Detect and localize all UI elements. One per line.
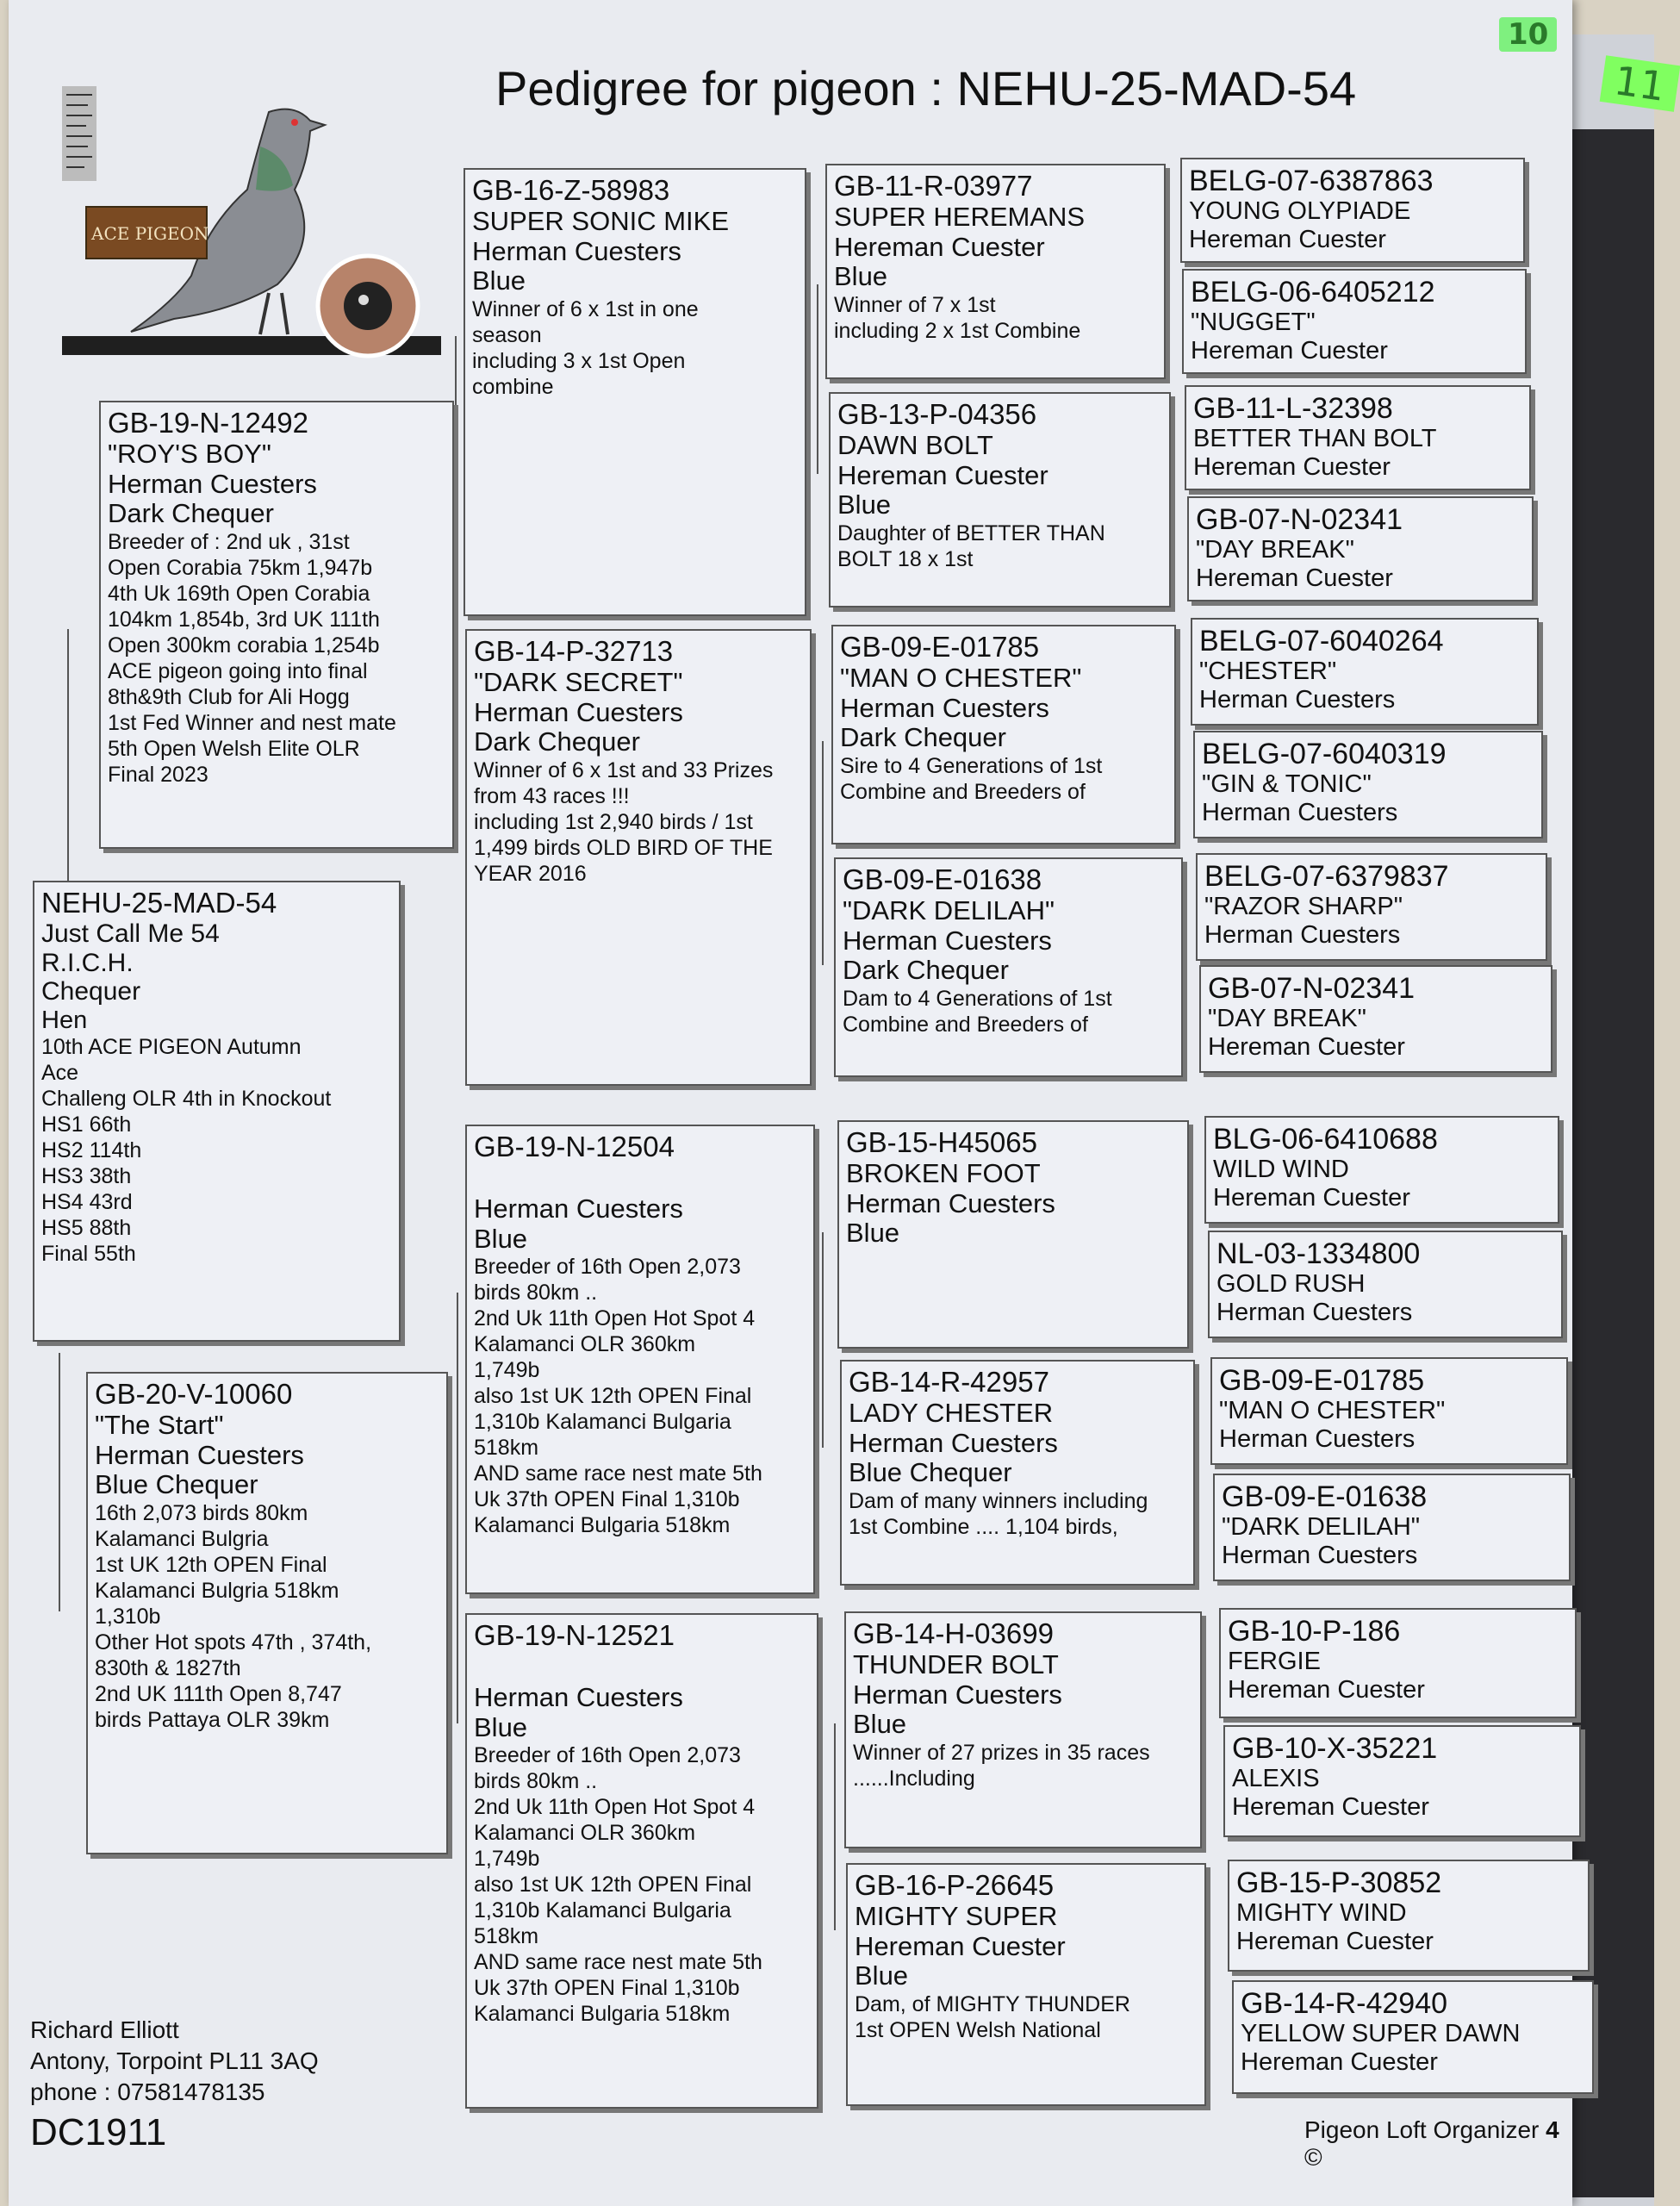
bird-name: "The Start" — [95, 1409, 224, 1440]
bird-colour: Blue — [834, 261, 888, 292]
performance-notes: Daughter of BETTER THAN BOLT 18 x 1st — [837, 521, 1105, 572]
pedigree-box-gen4 — [1191, 618, 1539, 726]
ring-number: GB-14-P-32713 — [474, 635, 674, 667]
owner-name: Herman Cuesters — [1219, 1424, 1416, 1453]
connector-line — [817, 284, 818, 474]
performance-notes: Dam of many winners including 1st Combine .... 1,104 birds, — [849, 1489, 1148, 1540]
owner-name: R.I.C.H. — [41, 948, 134, 977]
owner-name: Hereman Cuester — [1189, 225, 1386, 253]
owner-name: Herman Cuesters — [108, 468, 317, 499]
ring-number: BELG-07-6387863 — [1189, 165, 1434, 197]
owner-name: Hereman Cuester — [834, 231, 1045, 262]
ring-number: GB-15-P-30852 — [1236, 1866, 1442, 1899]
performance-notes: Breeder of : 2nd uk , 31st Open Corabia 75km 1,947b 4th Uk 169th Open Corabia 104km 1,854b, 3rd UK 111th Open 300km corabia 1,254b ACE pigeon going into final 8th&9th Club for Ali Hogg 1st Fed Winner and nest mate 5th Open Welsh Elite OLR Final 2023 — [108, 530, 396, 788]
ring-number: GB-20-V-10060 — [95, 1378, 293, 1410]
ring-number: BELG-07-6040319 — [1202, 738, 1447, 770]
performance-notes: Winner of 7 x 1st including 2 x 1st Combine — [834, 293, 1081, 344]
bird-name — [474, 1163, 806, 1194]
bird-name: "DARK DELILAH" — [1222, 1513, 1421, 1542]
logo-text: ACE PIGEON — [91, 223, 209, 244]
ring-number: GB-09-E-01785 — [840, 631, 1040, 663]
ring-number: BELG-07-6040264 — [1199, 625, 1444, 657]
bird-name: MIGHTY WIND — [1236, 1899, 1407, 1928]
owner-name: Herman Cuesters — [472, 235, 681, 266]
bird-name — [474, 1652, 810, 1683]
owner-name: Herman Cuesters — [1222, 1541, 1418, 1569]
ring-number: BELG-07-6379837 — [1204, 860, 1449, 893]
bird-colour: Blue — [846, 1218, 900, 1249]
performance-notes: 10th ACE PIGEON Autumn Ace Challeng OLR 4th in Knockout HS1 66th HS2 114th HS3 38th HS4 43rd HS5 88th Final 55th — [41, 1035, 332, 1267]
owner-name: Herman Cuesters — [846, 1187, 1055, 1218]
performance-notes: Dam to 4 Generations of 1st Combine and Breeders of — [843, 987, 1112, 1038]
pedigree-box-gen4 — [1199, 965, 1552, 1073]
pedigree-box-gen3 — [834, 857, 1183, 1077]
bird-colour: Chequer — [41, 977, 141, 1006]
bird-name: GOLD RUSH — [1216, 1270, 1366, 1299]
pedigree-box-gen3 — [837, 1120, 1189, 1349]
page-number-tag: 10 — [1499, 17, 1557, 52]
performance-notes: Breeder of 16th Open 2,073 birds 80km .. 2nd Uk 11th Open Hot Spot 4 Kalamanci OLR 360km 1,749b also 1st UK 12th OPEN Final 1,310b Kalamanci Bulgaria 518km AND same race nest mate 5th Uk 37th OPEN Final 1,310b Kalamanci Bulgaria 518km — [474, 1255, 762, 1538]
pedigree-box-gen4 — [1204, 1116, 1559, 1224]
owner-name: Herman Cuesters — [1216, 1298, 1413, 1326]
pedigree-box-gen3 — [825, 164, 1166, 379]
ring-number: GB-16-P-26645 — [855, 1869, 1055, 1901]
bird-colour: Blue — [474, 1223, 528, 1254]
pedigree-box-gen4 — [1210, 1357, 1568, 1465]
connector-line — [457, 1293, 458, 1723]
ring-number: GB-11-L-32398 — [1193, 392, 1393, 425]
bird-name: "DAY BREAK" — [1196, 536, 1354, 564]
owner-name: Herman Cuesters — [840, 692, 1049, 723]
bird-name: Just Call Me 54 — [41, 919, 220, 948]
breeder-name: Richard Elliott — [30, 2016, 179, 2043]
ring-number: GB-14-H-03699 — [853, 1617, 1054, 1649]
owner-name: Hereman Cuester — [1232, 1792, 1429, 1821]
bird-name: "CHESTER" — [1199, 657, 1337, 686]
bird-name: MIGHTY SUPER — [855, 1900, 1058, 1931]
ring-number: GB-09-E-01638 — [843, 863, 1042, 895]
bird-name: BETTER THAN BOLT — [1193, 425, 1437, 453]
pedigree-box-gen4 — [1228, 1860, 1590, 1972]
brand-name: Pigeon Loft Organizer — [1304, 2116, 1540, 2143]
owner-name: Hereman Cuester — [1191, 336, 1388, 365]
performance-notes: Winner of 27 prizes in 35 races ......Including — [853, 1741, 1150, 1792]
pedigree-box-gen4 — [1182, 269, 1527, 374]
owner-name: Herman Cuesters — [1202, 798, 1398, 826]
bird-name: LADY CHESTER — [849, 1397, 1054, 1428]
bird-name: YOUNG OLYPIADE — [1189, 197, 1411, 226]
bird-name: FERGIE — [1228, 1648, 1321, 1676]
ring-number: NEHU-25-MAD-54 — [41, 887, 277, 919]
bird-name: "DAY BREAK" — [1208, 1005, 1366, 1033]
ring-number: GB-09-E-01638 — [1222, 1480, 1428, 1513]
owner-name: Herman Cuesters — [1199, 685, 1396, 714]
pedigree-box-gen4 — [1196, 853, 1547, 961]
pedigree-box-gen3 — [829, 392, 1171, 608]
bird-name: "NUGGET" — [1191, 308, 1316, 337]
bird-name: DAWN BOLT — [837, 429, 993, 460]
page-number-tag: 11 — [1600, 55, 1680, 112]
ring-number: BLG-06-6410688 — [1213, 1123, 1438, 1156]
owner-name: Hereman Cuester — [837, 459, 1048, 490]
breeder-contact — [30, 2015, 319, 2107]
bird-colour: Dark Chequer — [108, 498, 274, 529]
copyright-icon: © — [1304, 2144, 1322, 2171]
owner-name: Herman Cuesters — [474, 696, 683, 727]
pedigree-box-gen2 — [465, 629, 812, 1086]
ring-number: GB-16-Z-58983 — [472, 174, 670, 206]
owner-name: Hereman Cuester — [1193, 452, 1391, 481]
performance-notes: 16th 2,073 birds 80km Kalamanci Bulgria 1st UK 12th OPEN Final Kalamanci Bulgria 518km 1,310b Other Hot spots 47th , 374th, 830th & 1827th 2nd UK 111th Open 8,747 birds Pattaya OLR 39km — [95, 1501, 372, 1733]
bird-colour: Dark Chequer — [840, 722, 1006, 753]
bird-colour: Blue Chequer — [849, 1457, 1012, 1488]
bird-name: BROKEN FOOT — [846, 1157, 1041, 1188]
bird-sex: Hen — [41, 1006, 88, 1034]
pedigree-box-gen4 — [1187, 496, 1534, 601]
pedigree-box-gen4 — [1208, 1231, 1563, 1338]
performance-notes: Winner of 6 x 1st in one season including 3 x 1st Open combine — [472, 297, 699, 400]
bird-colour: Blue — [837, 489, 892, 520]
pigeon-logo — [62, 86, 441, 362]
owner-name: Hereman Cuester — [1196, 564, 1393, 592]
ring-number: GB-07-N-02341 — [1196, 503, 1403, 536]
pedigree-box-gen4 — [1219, 1608, 1577, 1718]
pedigree-box-subject — [33, 881, 401, 1342]
bird-name: "MAN O CHESTER" — [1219, 1397, 1446, 1425]
ring-number: GB-10-X-35221 — [1232, 1732, 1438, 1765]
bird-name: "ROY'S BOY" — [108, 438, 271, 469]
bird-name: "MAN O CHESTER" — [840, 662, 1082, 693]
connector-line — [67, 629, 69, 888]
bird-name: ALEXIS — [1232, 1765, 1320, 1793]
performance-notes: Dam, of MIGHTY THUNDER 1st OPEN Welsh National — [855, 1992, 1130, 2043]
performance-notes: Winner of 6 x 1st and 33 Prizes from 43 races !!! including 1st 2,940 birds / 1st 1,499 birds OLD BIRD OF THE YEAR 2016 — [474, 758, 774, 887]
bird-name: WILD WIND — [1213, 1156, 1349, 1184]
bird-name: SUPER SONIC MIKE — [472, 205, 729, 236]
connector-line — [834, 1723, 836, 1930]
bird-colour: Blue — [474, 1711, 528, 1742]
connector-line — [822, 1232, 824, 1448]
owner-name: Herman Cuesters — [1204, 920, 1401, 949]
document-code: DC1911 — [30, 2111, 167, 2153]
software-brand — [1304, 2116, 1572, 2172]
pedigree-box-gen4 — [1180, 158, 1525, 263]
bird-name: YELLOW SUPER DAWN — [1241, 2020, 1521, 2048]
brand-version: 4 — [1546, 2116, 1559, 2143]
bird-colour: Blue — [855, 1960, 909, 1991]
owner-name: Herman Cuesters — [853, 1679, 1062, 1710]
pedigree-box-gen3 — [831, 625, 1176, 844]
pedigree-box-gen3 — [846, 1863, 1206, 2106]
pedigree-box-gen4 — [1232, 1980, 1594, 2094]
ring-number: GB-15-H45065 — [846, 1126, 1037, 1158]
pedigree-box-sire — [99, 401, 454, 849]
pedigree-box-gen4 — [1213, 1474, 1571, 1581]
owner-name: Herman Cuesters — [474, 1681, 683, 1712]
bird-colour: Dark Chequer — [474, 726, 640, 757]
pedigree-box-gen4 — [1223, 1725, 1581, 1837]
pedigree-sheet — [9, 0, 1572, 2206]
performance-notes: Sire to 4 Generations of 1st Combine and Breeders of — [840, 754, 1103, 805]
pedigree-box-gen2 — [465, 1613, 818, 2109]
owner-name: Herman Cuesters — [474, 1193, 683, 1224]
bird-colour: Blue — [472, 265, 526, 296]
bird-colour: Blue Chequer — [95, 1469, 258, 1500]
connector-line — [59, 1353, 60, 1611]
pedigree-box-dam — [86, 1372, 448, 1854]
bird-name: "RAZOR SHARP" — [1204, 893, 1403, 921]
bird-name: "GIN & TONIC" — [1202, 770, 1372, 799]
ring-number: GB-09-E-01785 — [1219, 1364, 1425, 1397]
pedigree-box-gen2 — [465, 1125, 815, 1594]
ring-number: GB-10-P-186 — [1228, 1615, 1401, 1648]
bird-colour: Dark Chequer — [843, 955, 1009, 986]
owner-name: Herman Cuesters — [95, 1439, 304, 1470]
owner-name: Herman Cuesters — [843, 925, 1052, 956]
pedigree-box-gen2 — [464, 168, 806, 616]
bird-name: SUPER HEREMANS — [834, 201, 1086, 232]
ring-number: GB-13-P-04356 — [837, 398, 1037, 430]
pedigree-box-gen3 — [844, 1611, 1202, 1848]
bird-name: "DARK DELILAH" — [843, 894, 1055, 925]
bird-name: THUNDER BOLT — [853, 1648, 1059, 1679]
ring-number: BELG-06-6405212 — [1191, 276, 1435, 308]
owner-name: Herman Cuesters — [849, 1427, 1058, 1458]
breeder-phone: phone : 07581478135 — [30, 2078, 265, 2105]
owner-name: Hereman Cuester — [1236, 1927, 1434, 1955]
owner-name: Hereman Cuester — [1208, 1032, 1405, 1061]
pedigree-box-gen4 — [1185, 385, 1531, 490]
connector-line — [455, 336, 457, 732]
pedigree-box-gen4 — [1193, 731, 1543, 838]
page-title: Pedigree for pigeon : NEHU-25-MAD-54 — [495, 61, 1357, 115]
performance-notes: Breeder of 16th Open 2,073 birds 80km .. 2nd Uk 11th Open Hot Spot 4 Kalamanci OLR 360km 1,749b also 1st UK 12th OPEN Final 1,310b Kalamanci Bulgaria 518km AND same race nest mate 5th Uk 37th OPEN Final 1,310b Kalamanci Bulgaria 518km — [474, 1743, 762, 2027]
bird-name: "DARK SECRET" — [474, 666, 683, 697]
connector-line — [822, 741, 824, 965]
pedigree-box-gen3 — [840, 1360, 1195, 1586]
ring-number: GB-19-N-12504 — [474, 1131, 675, 1162]
ring-number: NL-03-1334800 — [1216, 1237, 1421, 1270]
breeder-address: Antony, Torpoint PL11 3AQ — [30, 2047, 319, 2074]
ring-number: GB-19-N-12492 — [108, 407, 308, 439]
owner-name: Hereman Cuester — [855, 1930, 1066, 1961]
ring-number: GB-14-R-42940 — [1241, 1987, 1448, 2020]
ring-number: GB-19-N-12521 — [474, 1619, 675, 1651]
owner-name: Hereman Cuester — [1241, 2047, 1438, 2076]
ring-number: GB-07-N-02341 — [1208, 972, 1416, 1005]
bird-colour: Blue — [853, 1709, 907, 1740]
owner-name: Hereman Cuester — [1213, 1183, 1410, 1212]
ring-number: GB-11-R-03977 — [834, 170, 1033, 202]
ring-number: GB-14-R-42957 — [849, 1366, 1049, 1398]
owner-name: Hereman Cuester — [1228, 1675, 1425, 1704]
